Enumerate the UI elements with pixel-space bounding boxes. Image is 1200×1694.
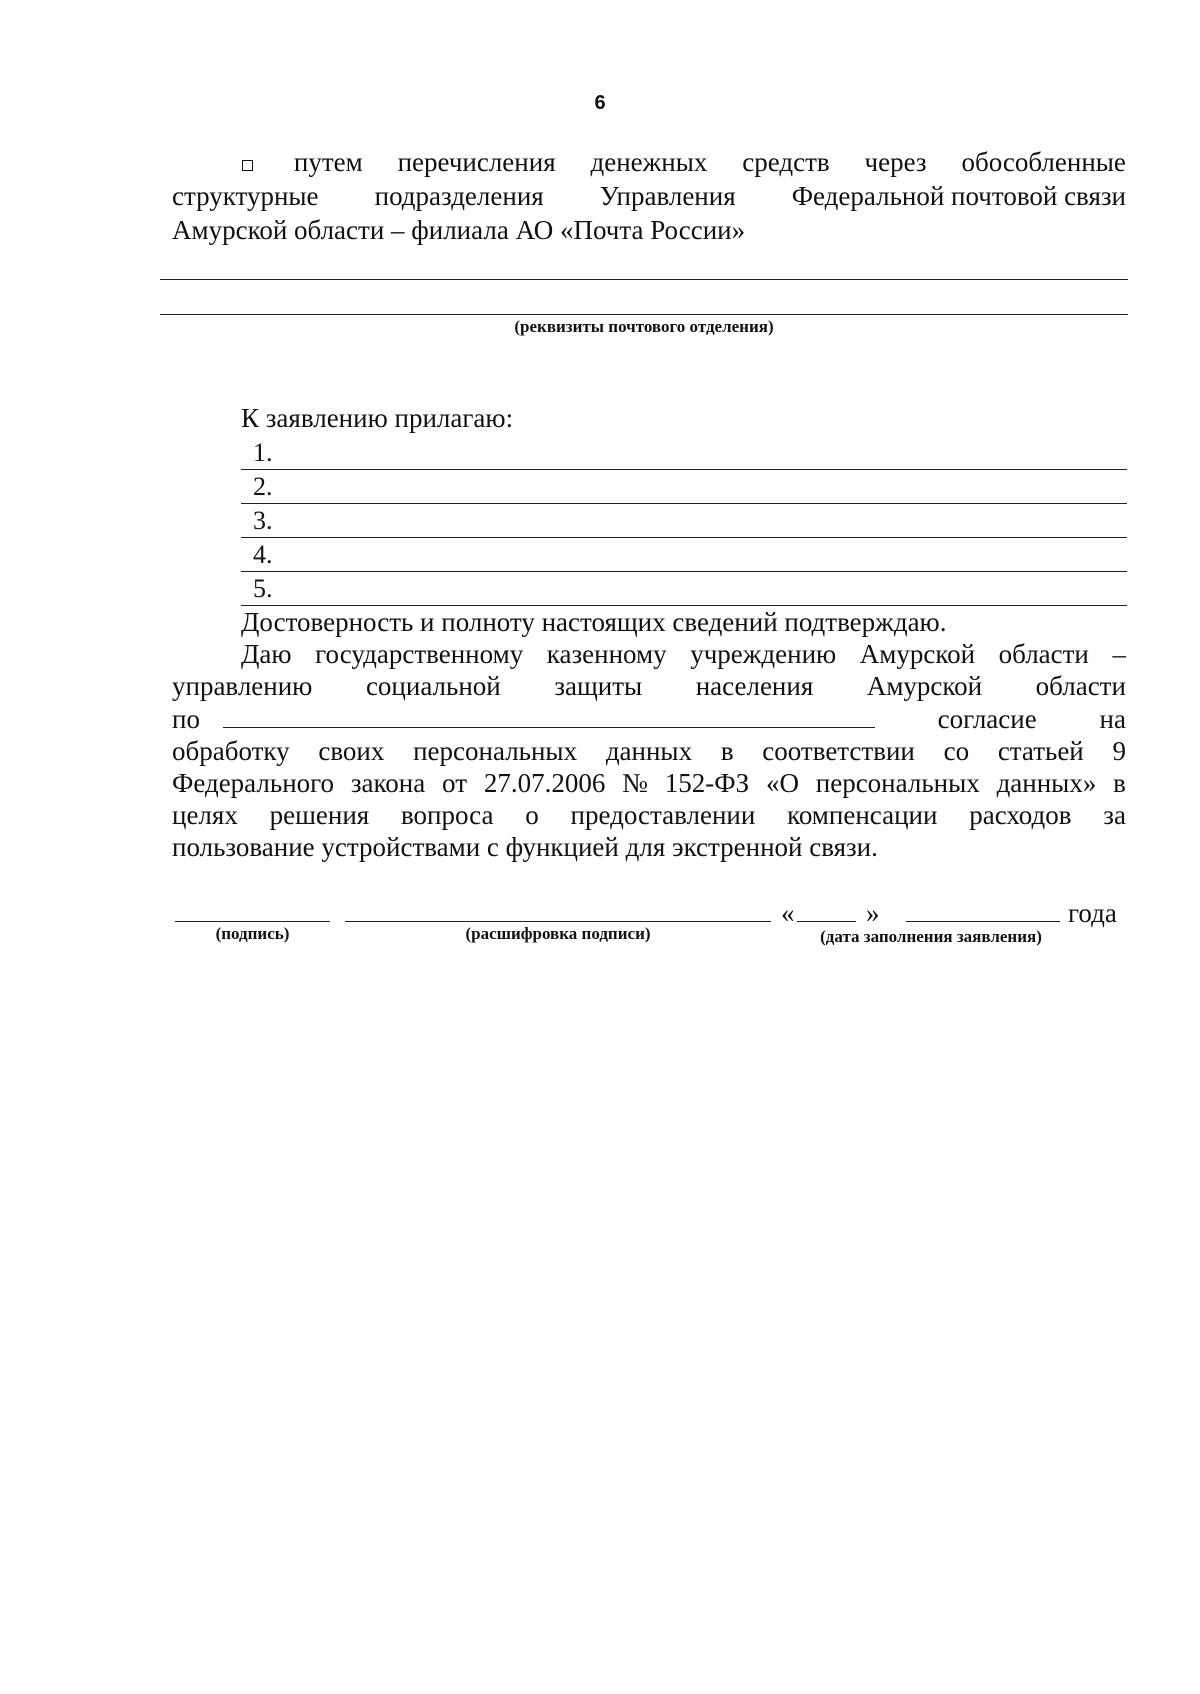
word: от xyxy=(442,768,467,798)
word: 152-ФЗ xyxy=(664,768,750,798)
attachment-line xyxy=(241,571,1127,572)
word: – xyxy=(1112,639,1126,669)
post-office-requisites-caption: (реквизиты почтового отделения) xyxy=(514,317,774,336)
word: статьей xyxy=(997,736,1084,766)
payment-option-line-1 xyxy=(242,146,1126,178)
word: компенсации xyxy=(787,800,938,830)
word: казенному xyxy=(546,639,667,669)
page-number: 6 xyxy=(594,92,606,114)
word: области xyxy=(998,639,1089,669)
word: подразделения xyxy=(374,181,544,211)
word: данных xyxy=(605,736,693,766)
consent-line-6 xyxy=(172,799,1126,831)
attachment-number: 3. xyxy=(253,506,273,535)
attachment-number: 5. xyxy=(253,574,273,603)
attachment-item-3[interactable] xyxy=(241,506,1127,538)
attachment-number: 2. xyxy=(253,472,273,501)
date-quote-close: » xyxy=(866,898,880,928)
consent-line-2 xyxy=(172,670,1126,702)
payment-option-checkbox[interactable] xyxy=(242,160,259,171)
date-month-field[interactable] xyxy=(906,921,1060,922)
consent-line-7: пользование устройствами с функцией для экстренной связи. xyxy=(172,832,878,862)
word: на xyxy=(1099,704,1126,734)
date-day-field[interactable] xyxy=(797,921,856,922)
word: решения xyxy=(269,800,370,830)
word: «О xyxy=(765,768,799,798)
word: перечисления xyxy=(397,147,556,177)
consent-line-4 xyxy=(172,735,1126,767)
word: обособленные xyxy=(961,147,1126,177)
word: Управления xyxy=(599,181,736,211)
attachment-item-4[interactable] xyxy=(241,540,1127,572)
attachment-number: 1. xyxy=(253,438,273,467)
word: в xyxy=(720,736,734,766)
date-quote-open: « xyxy=(781,898,795,928)
word: о xyxy=(525,800,539,830)
year-word: года xyxy=(1068,898,1117,928)
word: обработку xyxy=(172,736,290,766)
signature-field[interactable] xyxy=(175,921,330,922)
attachment-number: 4. xyxy=(253,540,273,569)
attachment-item-1[interactable] xyxy=(241,438,1127,470)
word: соответствии xyxy=(762,736,915,766)
word: за xyxy=(1103,800,1126,830)
word: предоставлении xyxy=(570,800,756,830)
word: закона xyxy=(350,768,426,798)
word: 27.07.2006 xyxy=(483,768,606,798)
confirmation-text: Достоверность и полноту настоящих сведений подтверждаю. xyxy=(241,607,947,637)
word: Амурской xyxy=(866,671,983,701)
word: средств xyxy=(742,147,830,177)
word: Даю xyxy=(241,639,292,669)
attachment-line xyxy=(241,503,1127,504)
word: по xyxy=(172,704,200,734)
word: населения xyxy=(695,671,814,701)
consent-line-1 xyxy=(241,638,1126,670)
word: Федеральной почтовой связи xyxy=(791,181,1126,211)
word: учреждению xyxy=(690,639,837,669)
word: Амурской xyxy=(859,639,976,669)
word: персональных xyxy=(413,736,578,766)
date-caption: (дата заполнения заявления) xyxy=(820,927,1042,946)
word: своих xyxy=(318,736,385,766)
attachments-heading: К заявлению прилагаю: xyxy=(241,403,514,433)
post-office-requisites-line-2[interactable] xyxy=(160,314,1128,315)
attachment-line xyxy=(241,469,1127,470)
word: расходов xyxy=(969,800,1072,830)
word: вопроса xyxy=(400,800,494,830)
word: государственному xyxy=(315,639,524,669)
signature-caption: (подпись) xyxy=(215,924,290,943)
word: путем xyxy=(293,147,363,177)
checkbox-icon xyxy=(242,160,253,171)
word: со xyxy=(943,736,970,766)
word: защиты xyxy=(554,671,643,701)
word: в xyxy=(1113,768,1126,798)
consent-recipient-blank[interactable] xyxy=(223,705,875,728)
word: социальной xyxy=(365,671,501,701)
word: целях xyxy=(172,800,238,830)
word: денежных xyxy=(590,147,708,177)
signature-decoding-caption: (расшифровка подписи) xyxy=(465,924,651,943)
word: Федерального xyxy=(172,768,335,798)
word: структурные xyxy=(172,181,319,211)
signature-decoding-field[interactable] xyxy=(345,921,771,922)
consent-line-3 xyxy=(172,703,1126,735)
word: № xyxy=(622,768,648,798)
post-office-requisites-line-1[interactable] xyxy=(160,279,1128,280)
attachment-item-5[interactable] xyxy=(241,574,1127,606)
word: согласие xyxy=(937,704,1037,734)
attachment-item-2[interactable] xyxy=(241,472,1127,504)
word: через xyxy=(864,147,927,177)
consent-line-5 xyxy=(172,767,1126,799)
payment-option-line-3: Амурской области – филиала АО «Почта России» xyxy=(172,215,746,245)
attachment-line xyxy=(241,537,1127,538)
word: данных» xyxy=(996,768,1097,798)
word: 9 xyxy=(1112,736,1126,766)
word: персональных xyxy=(815,768,980,798)
word: области xyxy=(1035,671,1126,701)
word: управлению xyxy=(172,671,313,701)
payment-option-line-2 xyxy=(172,180,1126,212)
